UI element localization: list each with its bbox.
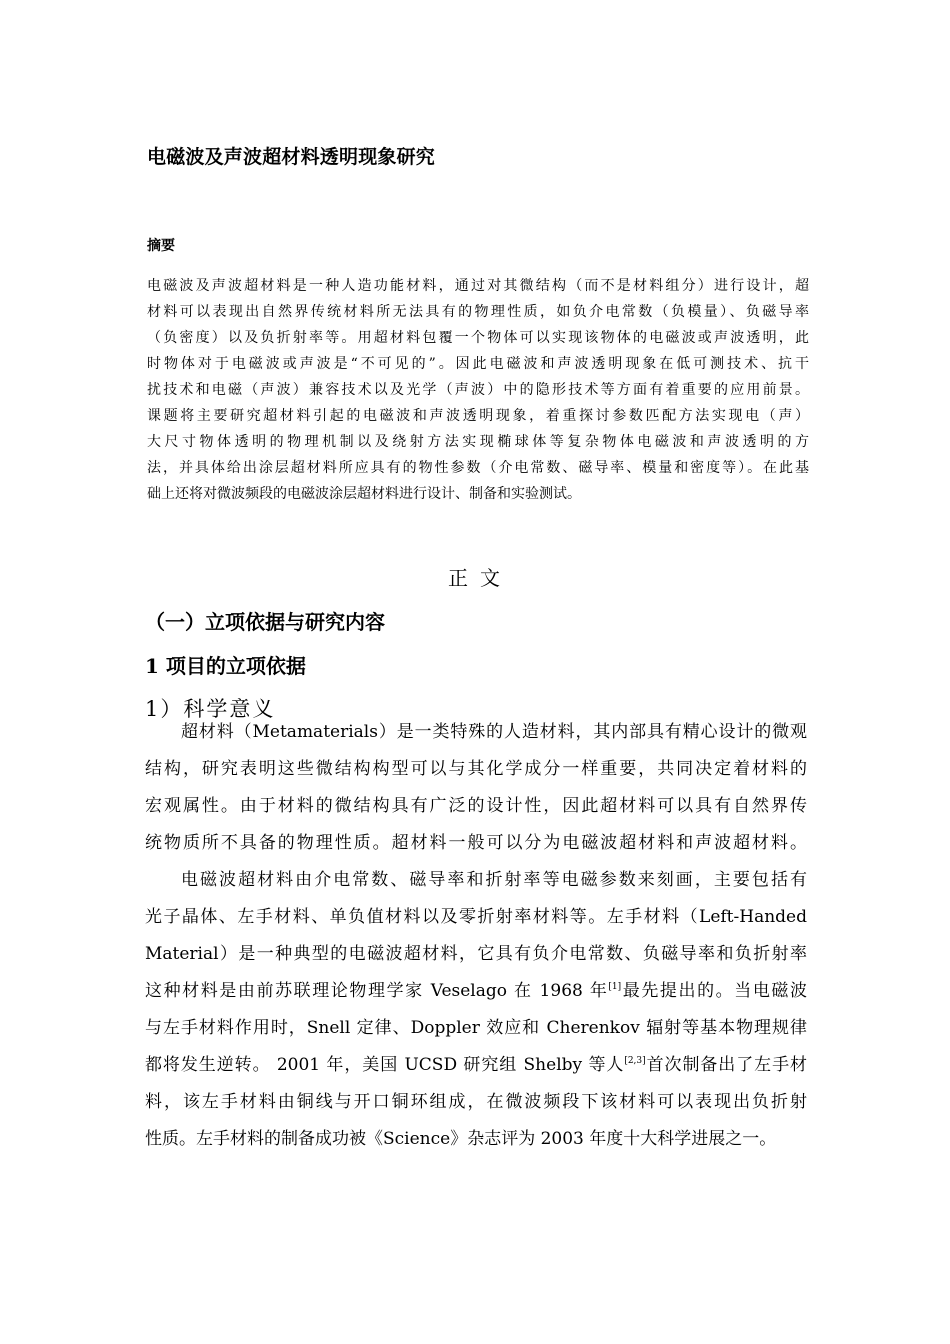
heading-level-2: 1 项目的立项依据 [145, 654, 306, 678]
line-text: 都将发生逆转。 2001 年，美国 UCSD 研究组 Shelby 等人 [145, 1055, 625, 1075]
main-section-title: 正文 [448, 566, 512, 590]
abstract-paragraph [147, 273, 809, 507]
paragraph-line: 性质。左手材料的制备成功被《Science》杂志评为 2003 年度十大科学进展之一。 [145, 1129, 777, 1149]
paragraph-line [145, 1047, 807, 1084]
paragraph-line: 统物质所不具备的物理性质。超材料一般可以分为电磁波超材料和声波超材料。 [145, 833, 807, 853]
line-text: 最先提出的。当电磁波 [621, 981, 807, 1001]
heading-level-3: 1）科学意义 [145, 697, 276, 721]
abstract-line: 材料可以表现出自然界传统材料所无法具有的物理性质，如负介电常数（负模量）、负磁导率 [147, 304, 809, 320]
document-title: 电磁波及声波超材料透明现象研究 [147, 146, 436, 168]
paragraph-line: 结构，研究表明这些微结构构型可以与其化学成分一样重要，共同决定着材料的 [145, 759, 807, 779]
abstract-line: 法，并具体给出涂层超材料所应具有的物性参数（介电常数、磁导率、模量和密度等）。在此基 [147, 460, 809, 476]
paragraph-line: 电磁波超材料由介电常数、磁导率和折射率等电磁参数来刻画，主要包括有 [181, 870, 807, 890]
abstract-line: 电磁波及声波超材料是一种人造功能材料，通过对其微结构（而不是材料组分）进行设计，超 [147, 278, 809, 294]
line-text: 这种材料是由前苏联理论物理学家 Veselago 在 1968 年 [145, 981, 609, 1001]
paragraph-line: 与左手材料作用时，Snell 定律、Doppler 效应和 Cherenkov 辐射等基本物理规律 [145, 1018, 807, 1038]
abstract-heading: 摘要 [147, 238, 175, 254]
paragraph-line: Material）是一种典型的电磁波超材料，它具有负介电常数、负磁导率和负折射率 [145, 944, 807, 964]
citation-reference[interactable]: [2,3] [624, 1056, 646, 1066]
paragraph-line: 光子晶体、左手材料、单负值材料以及零折射率材料等。左手材料（Left-Handed [145, 907, 807, 927]
abstract-line: 大尺寸物体透明的物理机制以及绕射方法实现椭球体等复杂物体电磁波和声波透明的方 [147, 434, 809, 450]
abstract-line: 扰技术和电磁（声波）兼容技术以及光学（声波）中的隐形技术等方面有着重要的应用前景。 [147, 382, 809, 398]
line-text: 首次制备出了左手材 [645, 1055, 808, 1075]
abstract-line: 时物体对于电磁波或声波是“不可见的”。因此电磁波和声波透明现象在低可测技术、抗干 [147, 356, 809, 372]
abstract-line: 础上还将对微波频段的电磁波涂层超材料进行设计、制备和实验测试。 [147, 486, 581, 502]
paragraph-line: 超材料（Metamaterials）是一类特殊的人造材料，其内部具有精心设计的微观 [181, 722, 807, 742]
citation-reference[interactable]: [1] [608, 982, 622, 992]
paragraph-line: 料，该左手材料由铜线与开口铜环组成，在微波频段下该材料可以表现出负折射 [145, 1092, 807, 1112]
abstract-line: 课题将主要研究超材料引起的电磁波和声波透明现象，着重探讨参数匹配方法实现电（声） [147, 408, 809, 424]
body-paragraph-1 [145, 714, 807, 862]
body-paragraph-2 [145, 862, 807, 1158]
heading-level-1: （一）立项依据与研究内容 [145, 610, 385, 634]
paragraph-line [145, 973, 807, 1010]
abstract-line: （负密度）以及负折射率等。用超材料包覆一个物体可以实现该物体的电磁波或声波透明，此 [147, 330, 809, 346]
paragraph-line: 宏观属性。由于材料的微结构具有广泛的设计性，因此超材料可以具有自然界传 [145, 796, 807, 816]
